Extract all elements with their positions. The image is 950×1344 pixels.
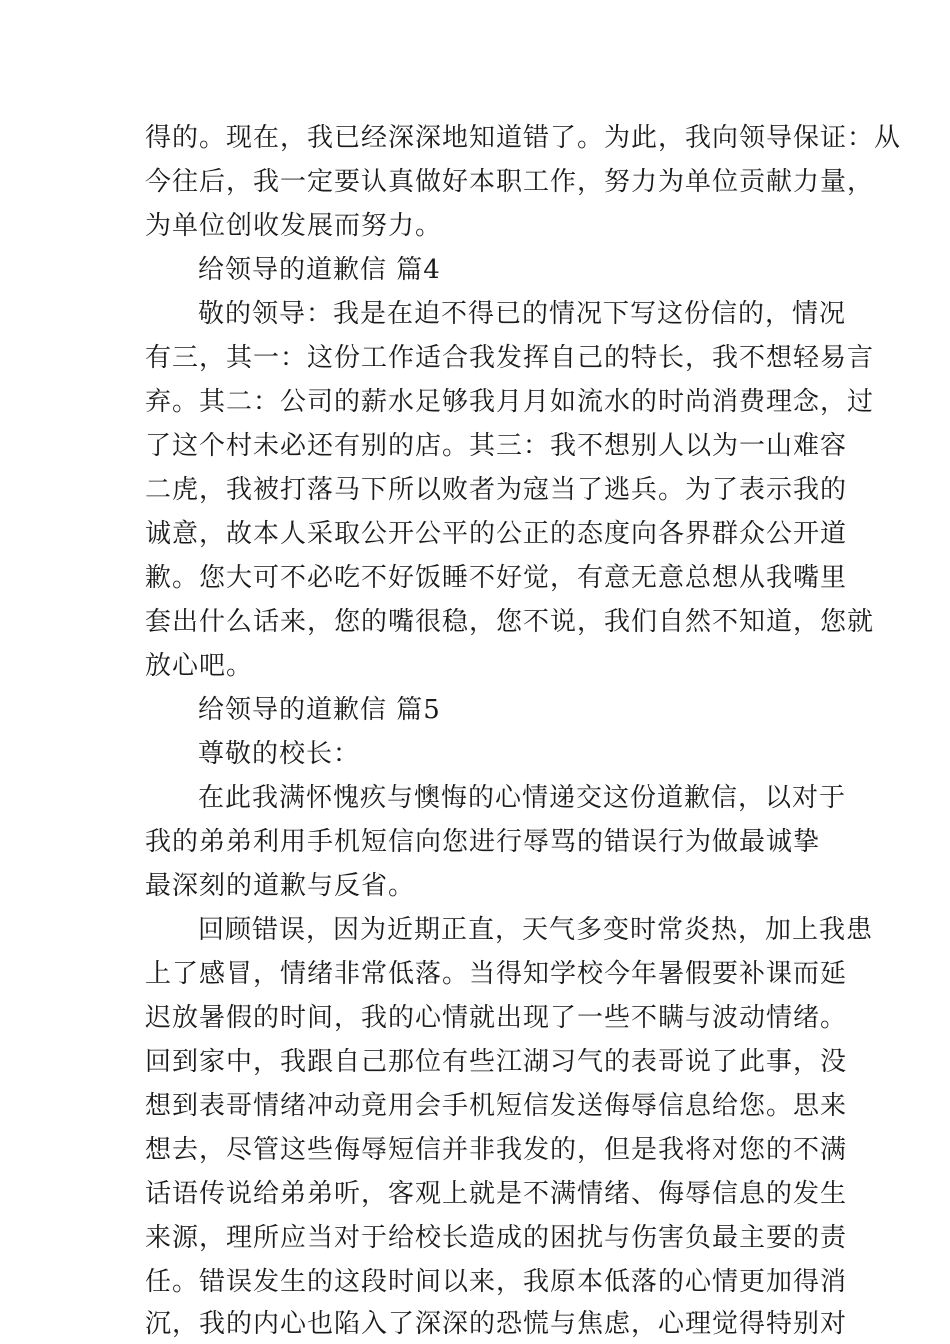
text-line: 敬的领导：我是在迫不得已的情况下写这份信的，情况: [198, 299, 847, 329]
text-line: 想去，尽管这些侮辱短信并非我发的，但是我将对您的不满: [145, 1135, 848, 1165]
text-line: 想到表哥情绪冲动竟用会手机短信发送侮辱信息给您。思来: [145, 1091, 848, 1121]
text-line: 任。错误发生的这段时间以来，我原本低落的心情更加得消: [145, 1267, 848, 1297]
text-line: 回顾错误，因为近期正直，天气多变时常炎热，加上我患: [198, 915, 874, 945]
section-heading: 给领导的道歉信 篇4: [198, 255, 441, 285]
text-line: 我的弟弟利用手机短信向您进行辱骂的错误行为做最诚挚: [145, 827, 821, 857]
text-line: 沉，我的内心也陷入了深深的恐慌与焦虑，心理觉得特别对: [145, 1309, 848, 1339]
text-line: 二虎，我被打落马下所以败者为寇当了逃兵。为了表示我的: [145, 475, 848, 505]
text-line: 得的。现在，我已经深深地知道错了。为此，我向领导保证：从: [145, 123, 902, 153]
text-line: 有三，其一：这份工作适合我发挥自己的特长，我不想轻易言: [145, 343, 875, 373]
text-line: 为单位创收发展而努力。: [145, 211, 443, 241]
text-line: 今往后，我一定要认真做好本职工作，努力为单位贡献力量，: [145, 167, 875, 197]
text-line: 迟放暑假的时间，我的心情就出现了一些不瞒与波动情绪。: [145, 1003, 848, 1033]
salutation: 尊敬的校长：: [198, 739, 361, 769]
text-line: 回到家中，我跟自己那位有些江湖习气的表哥说了此事，没: [145, 1047, 848, 1077]
text-line: 套出什么话来，您的嘴很稳，您不说，我们自然不知道，您就: [145, 607, 875, 637]
text-line: 了这个村未必还有别的店。其三：我不想别人以为一山难容: [145, 431, 848, 461]
text-line: 最深刻的道歉与反省。: [145, 871, 416, 901]
text-line: 上了感冒，情绪非常低落。当得知学校今年暑假要补课而延: [145, 959, 848, 989]
text-line: 弃。其二：公司的薪水足够我月月如流水的时尚消费理念，过: [145, 387, 875, 417]
text-line: 来源，理所应当对于给校长造成的困扰与伤害负最主要的责: [145, 1223, 848, 1253]
text-line: 诚意，故本人采取公开公平的公正的态度向各界群众公开道: [145, 519, 848, 549]
text-line: 歉。您大可不必吃不好饭睡不好觉，有意无意总想从我嘴里: [145, 563, 848, 593]
text-line: 话语传说给弟弟听，客观上就是不满情绪、侮辱信息的发生: [145, 1179, 848, 1209]
text-line: 放心吧。: [145, 651, 254, 681]
text-line: 在此我满怀愧疚与懊悔的心情递交这份道歉信，以对于: [198, 783, 847, 813]
section-heading: 给领导的道歉信 篇5: [198, 695, 441, 725]
